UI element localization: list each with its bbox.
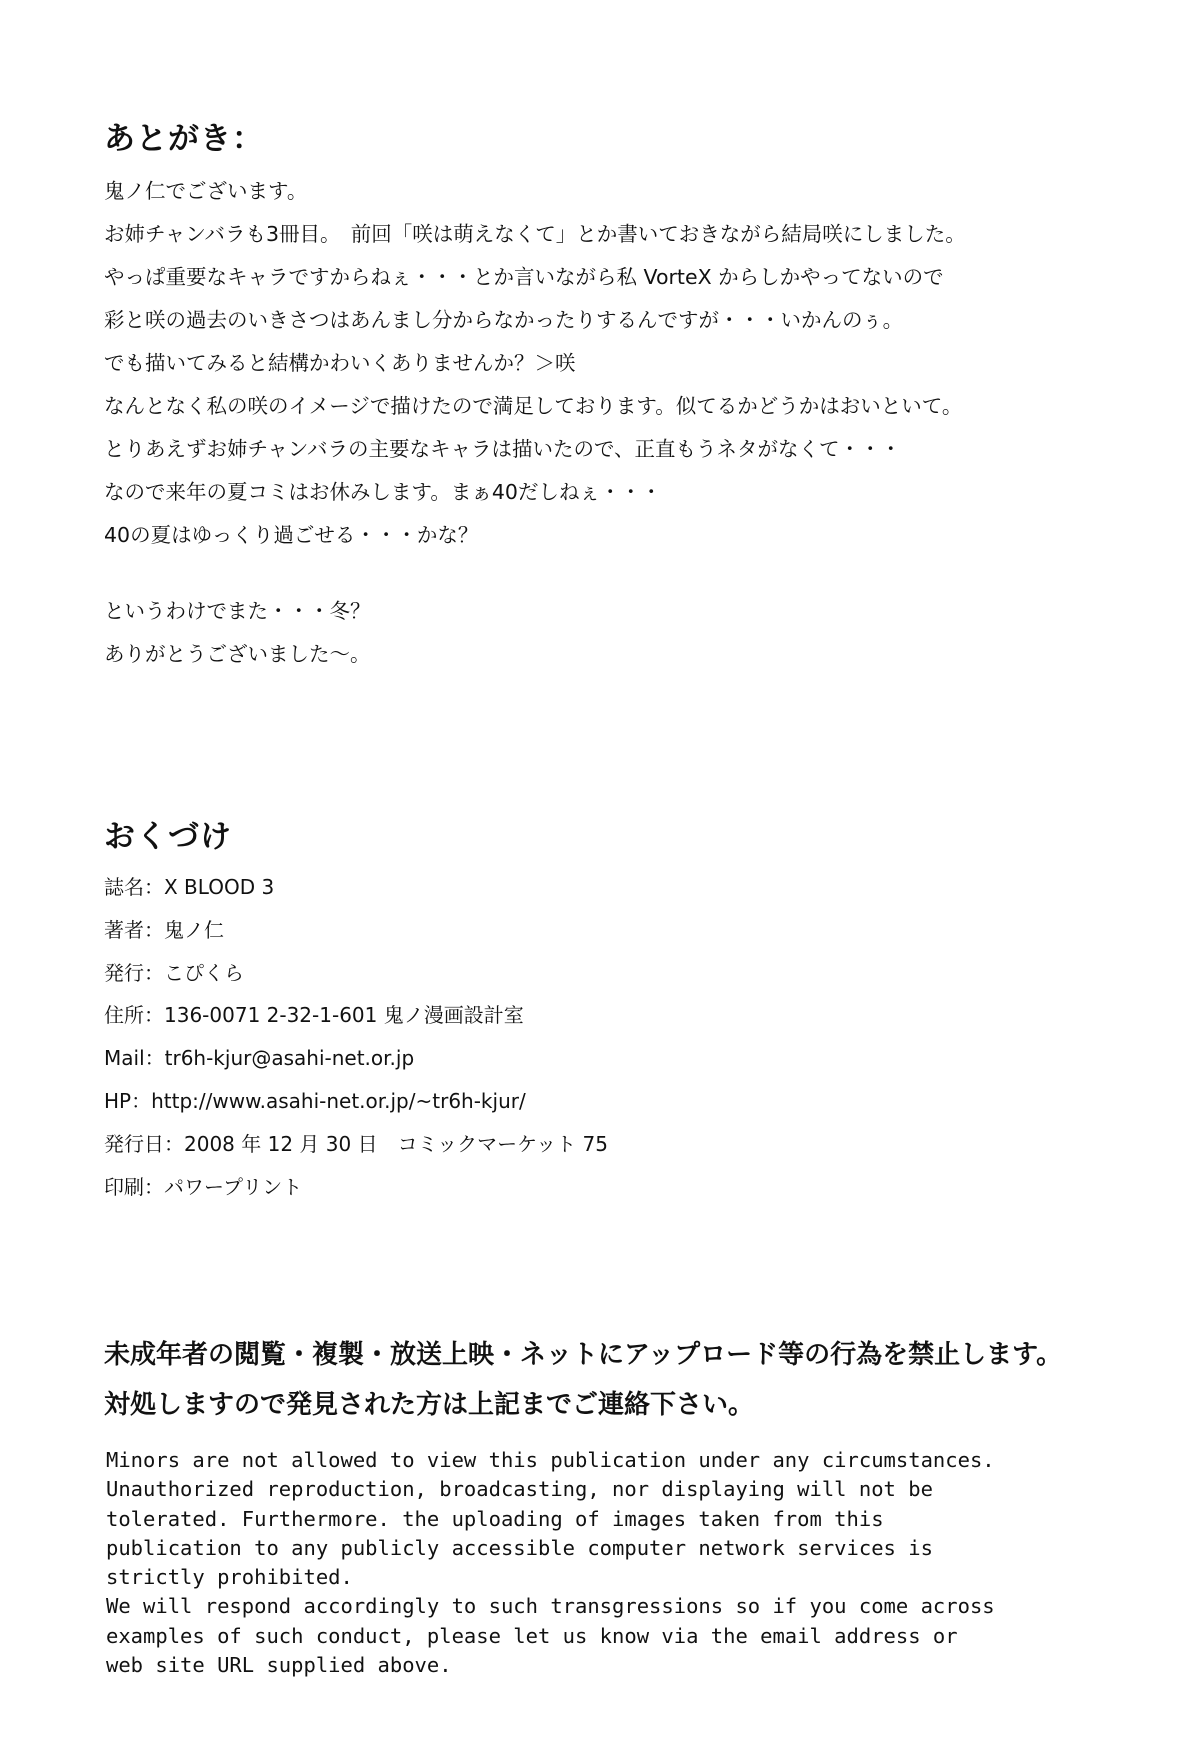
afterword-line: でも描いてみると結構かわいくありませんか？＞咲 <box>104 351 576 375</box>
afterword-line: やっぱ重要なキャラですからねぇ・・・とか言いながら私 VorteX からしかやってないので <box>104 265 944 289</box>
afterword-line: なんとなく私の咲のイメージで描けたので満足しております。似てるかどうかはおいといて。 <box>104 394 963 418</box>
afterword-line: 40の夏はゆっくり過ごせる・・・かな？ <box>104 523 479 547</box>
warning-english-line: Unauthorized reproduction, broadcasting, nor displaying will not be <box>106 1477 933 1502</box>
warning-english-line: strictly prohibited. <box>106 1565 353 1590</box>
warning-japanese <box>104 1330 1184 1430</box>
colophon-list <box>104 866 1104 1208</box>
afterword-line: 彩と咲の過去のいきさつはあんまし分からなかったりするんですが・・・いかんのぅ。 <box>104 308 904 332</box>
warning-english-line: We will respond accordingly to such transgressions so if you come across <box>106 1594 995 1619</box>
colophon-heading: おくづけ <box>104 819 232 855</box>
afterword-closing-line: というわけでまた・・・冬？ <box>104 599 371 623</box>
colophon-email: Mail：tr6h-kjur@asahi-net.or.jp <box>104 1046 415 1071</box>
colophon-publish-date: 発行日：2008 年 12 月 30 日 コミックマーケット 75 <box>104 1131 608 1156</box>
afterword-body <box>104 170 1164 676</box>
warning-english-line: examples of such conduct, please let us know via the email address or <box>106 1623 958 1648</box>
warning-english-line: Minors are not allowed to view this publication under any circumstances. <box>106 1448 995 1472</box>
warning-english <box>106 1446 1186 1680</box>
colophon-homepage: HP：http://www.asahi-net.or.jp/~tr6h-kjur/ <box>104 1088 526 1113</box>
warning-english-line: web site URL supplied above. <box>106 1653 452 1678</box>
colophon-address: 住所：136-0071 2-32-1-601 鬼ノ漫画設計室 <box>104 1003 524 1028</box>
warning-japanese-line: 対処しますので発見された方は上記までご連絡下さい。 <box>104 1390 755 1420</box>
afterword-closing-line: ありがとうございました～。 <box>104 642 371 666</box>
warning-english-line: publication to any publicly accessible computer network services is <box>106 1535 933 1560</box>
afterword-line: なので来年の夏コミはお休みします。まぁ40だしねぇ・・・ <box>104 480 662 504</box>
paragraph-gap <box>104 557 1164 590</box>
afterword-line: 鬼ノ仁でございます。 <box>104 179 308 203</box>
colophon-title: 誌名：X BLOOD 3 <box>104 875 275 899</box>
afterword-heading: あとがき： <box>104 121 264 157</box>
afterword-line: お姉チャンバラも3冊目。 前回「咲は萌えなくて」とか書いておきながら結局咲にしました。 <box>104 222 966 246</box>
warning-english-line: tolerated. Furthermore. the uploading of images taken from this <box>106 1506 884 1531</box>
colophon-printer: 印刷：パワープリント <box>104 1174 303 1199</box>
warning-japanese-line: 未成年者の閲覧・複製・放送上映・ネットにアップロード等の行為を禁止します。 <box>104 1340 1063 1370</box>
colophon-author: 著者：鬼ノ仁 <box>104 917 224 942</box>
afterword-line: とりあえずお姉チャンバラの主要なキャラは描いたので、正直もうネタがなくて・・・ <box>104 437 902 461</box>
colophon-publisher: 発行：こぴくら <box>104 960 244 985</box>
